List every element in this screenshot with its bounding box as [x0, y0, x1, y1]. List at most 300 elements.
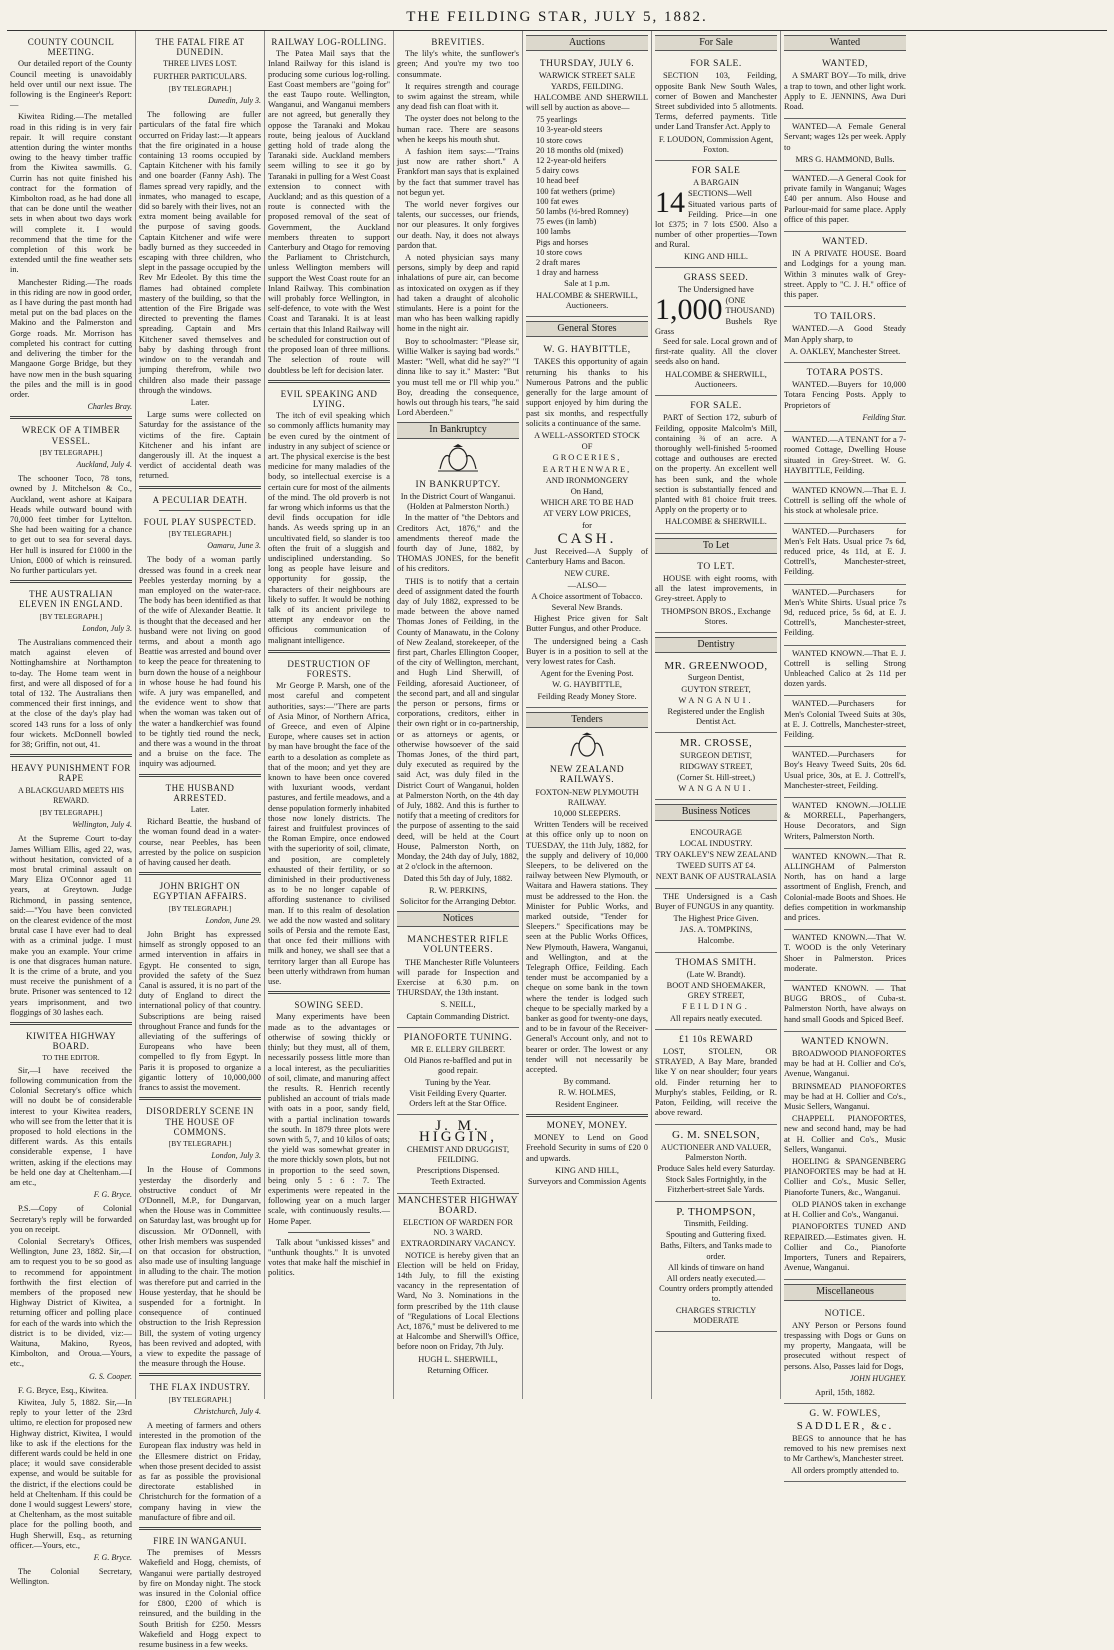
section-header: In Bankruptcy — [397, 422, 519, 438]
royal-crest-icon — [526, 732, 648, 761]
wanted-ad — [784, 646, 906, 697]
subheadline: THREE LIVES LOST. — [163, 59, 237, 69]
headline: HEAVY PUNISHMENT FOR RAPE — [11, 763, 131, 784]
wanted-ad — [784, 171, 906, 232]
auction-item: 10 head beef — [536, 176, 579, 186]
ad-title: GRASS SEED. — [683, 272, 749, 283]
headline: COUNTY COUNCIL MEETING. — [27, 37, 115, 58]
ad-title: SADDLER, &c. — [796, 1420, 894, 1433]
paragraph: WANTED KNOWN.—That E. J. Cottrell is selling Strong Unbleached Calico at 2s 11d per dozen yards. — [784, 648, 906, 689]
auction-item: 75 ewes (in lamb) — [536, 217, 597, 227]
paragraph: HOELING & SPANGENBERG PIANOFORTES may be had at H. Collier and Co's., Music Seller, Pianoforte Tuners, &c., Wanganui. — [784, 1157, 906, 1197]
auction-items-list — [526, 115, 648, 278]
ad-title: PIANOFORTE TUNING. — [403, 1032, 513, 1043]
auction-item: 100 lambs — [536, 227, 571, 237]
paragraph: MONEY to Lend on Good Freehold Security in sums of £20 0 and upwards. — [526, 1133, 648, 1163]
newspaper-page — [7, 4, 1107, 1650]
big-number: 1,000 — [655, 293, 723, 327]
ad-line: (Corner St. Hill-street,) — [676, 772, 756, 782]
paragraph: Many experiments have been made as to the advantages or otherwise of sowing thickly or thinly; but they must, all of them, necessarily possess little more than a local interest, as the peculiarities of soil, climate, and manuring affect the results. R. Henrich recently published an account of trials made with oats in a poor, sandy field, with a partial inclination towards the south. In 1879 three plots were sown with 5, 7, and 10 kilos of oats; the yield was somewhat greater in the more thickly sown plots, but not in proportion to the seed sown, being only 5 : 6 : 7. The experiments were repeated in the following year on a much larger scale, with continuously results.—Home Paper. — [268, 1012, 390, 1226]
paragraph: BROADWOOD PIANOFORTES may be had at H. Collier and Co's, Avenue, Wanganui. — [784, 1049, 906, 1079]
ad-line: All orders promptly attended to. — [791, 1466, 899, 1476]
paragraph: In the House of Commons yesterday the disorderly and obstructive conduct of Mr O'Donnell, M.P., for Dungarvan, when the House was in Committee on Saturday last, was brought up for discussion. Mr O'Donnell, with other Irish members was suspended on that occasion for obstruction, also made use of insulting language in alluding to the chair. The motion was therefore put and carried in the House yesterday, that he should be suspended for a fortnight. In consequence of continued obstruction to the Irish Repression Bill, the system of voting urgency has been revived and adopted, with a view to expedite the passage of the measure through the House. — [139, 1165, 261, 1369]
headline: DESTRUCTION OF FORESTS. — [287, 658, 371, 679]
section-header: To Let — [655, 538, 777, 554]
signature: S. NEILL, — [440, 1000, 476, 1010]
paragraph: WANTED KNOWN.—That W. T. WOOD is the only Veterinary Shoer in Palmerston. Prices moderate. — [784, 933, 906, 973]
signature: Returning Officer. — [427, 1365, 489, 1375]
column-2 — [136, 31, 265, 1650]
royal-crest-icon — [397, 443, 519, 476]
signature: F. LOUDON, Commission Agent, Foxton. — [658, 134, 774, 154]
wanted-ad — [784, 524, 906, 585]
section-header: Business Notices — [655, 804, 777, 820]
section-header: Dentistry — [655, 637, 777, 653]
divider — [139, 872, 261, 875]
paragraph: WANTED KNOWN.—That R. ALLINGHAM of Palmerston North, has on hand a large assortment of English, French, and Colonial-made Boots and Shoes. He defies competition in workmanship and prices. — [784, 851, 906, 923]
paragraph: WANTED.—A Good Steady Man Apply sharp, to — [784, 324, 906, 344]
headline: THE FLAX INDUSTRY. — [149, 1382, 251, 1393]
divider — [139, 1097, 261, 1100]
telegraph-line: [BY TELEGRAPH.] — [168, 903, 232, 913]
auction-item: Pigs and horses — [536, 237, 589, 247]
ad-title: TOTARA POSTS. — [806, 368, 884, 379]
ad-line: SURGEON DETIST, — [680, 750, 752, 760]
paragraph: Seed for sale. Local grown and of first-rate quality. All the clover seeds also on hand. — [655, 337, 777, 367]
signature: HUGH L. SHERWILL, — [418, 1354, 498, 1364]
grass-seed-ad — [655, 268, 777, 396]
section-header: For Sale — [655, 35, 777, 51]
subheadline: Later. — [190, 397, 210, 407]
wanted-ad — [784, 585, 906, 646]
ad-line: OF — [581, 442, 593, 452]
auction-item: 50 lambs (½-bred Romney) — [536, 207, 629, 217]
wanted-ad — [784, 696, 906, 747]
bootmaker-ad — [655, 953, 777, 1030]
divider — [10, 416, 132, 419]
paragraph: Large sums were collected on Saturday for the assistance of the victims of the fire. Captain Kitchener and his infant are dangerously ill. At the inquest a verdict of accidental death was returned. — [139, 410, 261, 481]
divider — [268, 650, 390, 653]
paragraph: SECTIONS—Well Situated various parts of Feilding. Price—in one lot £375; in 7 lots £500. Also a number of other properties—Town and Rural. — [655, 189, 777, 250]
dentist-ad — [655, 733, 777, 800]
ad-line: (ONE THOUSAND) Bushels Rye Grass — [655, 296, 777, 336]
for-sale-ad — [655, 161, 777, 268]
headline: FOUL PLAY SUSPECTED. — [143, 516, 257, 527]
signature: KING AND HILL, — [555, 1165, 619, 1175]
signature: Halcombe. — [697, 936, 735, 946]
dentist-ad — [655, 656, 777, 733]
piano-ad — [784, 1032, 906, 1280]
ad-line: A WELL-ASSORTED STOCK — [534, 430, 640, 440]
paragraph: The body of a woman partly dressed was found in a creek near Peebles yesterday morning by a man employed on the water-race. The body has been identified as that of the wife of Alexander Beattie. It is thought that the deceased and her husband were not living on good terms, and about a month ago Beattie was arrested and bound over to keep the peace for threatening to burn down the house of a neighbour in whose house he had found his wife. A jury was empanelled, and the evidence went to show that when the woman was taken out of the water a handkerchief was found to be tightly tied round the neck, and there was a wound in the throat and a bruise on the face. The inquiry was adjourned. — [139, 555, 261, 769]
headline: THE AUSTRALIAN ELEVEN IN ENGLAND. — [19, 589, 123, 610]
telegraph-line: [BY TELEGRAPH.] — [39, 808, 103, 818]
paragraph: WANTED.—Purchasers for Men's White Shirts. Usual price 7s 9d, reduced price, 5s 6d, at E. J. Cottrell's, Manchester-street, Feilding. — [784, 587, 906, 638]
paragraph: In the matter of "the Debtors and Creditors Act, 1876," and the amendments thereof made the fourth day of June, 1882, by THOMAS JONES, for the benefit of his creditors. — [397, 513, 519, 574]
auction-item: 10 store cows — [536, 247, 583, 257]
ad-title: NOTICE. — [824, 1308, 866, 1319]
ad-line: ENCOURAGE — [690, 827, 742, 837]
ad-title: TO LET. — [697, 561, 735, 572]
divider — [10, 1022, 132, 1025]
signature: F. G. Bryce. — [93, 1553, 132, 1563]
auction-item: 2 draft mares — [536, 258, 581, 268]
auction-item: 1 dray and harness — [536, 268, 599, 278]
paragraph: THIS is to notify that a certain deed of assignment dated the fourth day of July 1882, expressed to be made between the above named Thomas Jones of Feilding, in the County of Manawatu, in the Colony of New Zealand, storekeeper, of the first part, Charles Ellington Cooper, of the city of Wellington, merchant, and Hugh Lind Sherwill, of Feilding, aforesaid Auctioneer, of the second part, and all and singular the person or persons, firms or corporations, creditors, either in their own right or in co-partnership, or as attorneys or agents, or otherwise howsoever of the said Thomas Jones, of the third part, duly executed as required by the said Act, was duly filed in the District Court of Wanganui, holden at Palmerston North, on the 4th day of July, 1882. And this is further to notify that a meeting of creditors for the purpose of assenting to the said deed, will be held at the Court House, Palmerston North, on Monday, the 24th day of July, 1882, at 2 o'clock in the afternoon. — [397, 576, 519, 872]
paragraph: HALCOMBE AND SHERWILL will sell by auction as above— — [526, 92, 648, 113]
headline: FIRE IN WANGANUI. — [153, 1536, 247, 1547]
divider — [268, 991, 390, 994]
paragraph: Boy to schoolmaster: "Please sir, Willie Walker is saying bad words." Master: "Well, what did he say?" "I dinna like to say it." Master: "But you must tell me or I'll whip you." Boy, dreading the consequence, howls out through his tears, "he said Lord Aberdeen." — [397, 336, 519, 418]
wanted-ad — [784, 930, 906, 981]
paragraph: WANTED.—Purchasers for Men's Felt Hats. Usual price 7s 6d, reduced price, 4s 11d, at E. J. Cottrell's, Manchester-street, Feilding. — [784, 526, 906, 577]
dateline: Auckland, July 4. — [76, 459, 132, 469]
signature: Feilding Star. — [862, 412, 906, 422]
auction-item: 5 dairy cows — [536, 166, 579, 176]
auction-item: 10 store cows — [536, 135, 583, 145]
ad-line: MR E. ELLERY GILBERT. — [410, 1045, 506, 1055]
paragraph: The world never forgives our talents, our successes, our friends, nor our pleasures. It only forgives our death. Nay, it does not always pardon that. — [397, 200, 519, 250]
signature: THOMPSON BROS., Exchange Stores. — [661, 606, 771, 626]
dateline: London, June 29. — [205, 915, 261, 925]
paragraph: John Bright has expressed himself as strongly opposed to an armed intervention in affairs in Egypt. He consented to sign, provided the safety of the Suez Canal is assured, it is no part of the duty of England to direct the international policy of that country. Subscriptions are being raised throughout France and funds for the alleviating of the sufferings of Europeans who have been compelled to fly from Egypt. In Paris it is proposed to organize a gigantic lottery of 10,000,000 francs to assist the movement. — [139, 930, 261, 1093]
paragraph: Kiwitea, July 5, 1882. Sir,—In reply to your letter of the 23rd ultimo, re election for proposed new Highway district, Kiwitea, I would like to ask if the elections for the different wards could be held in one place; it would save considerable expense, and would be suitable for the district, if the elections could be held at Cheltenham. If this could be done I would suggest Lewers' store, at Cheltenham, as the most suitable place for the polling booth, and Hugh Sherwill, Esq., as returning officer.—Yours, etc., — [10, 1397, 132, 1550]
ad-title: IN BANKRUPTCY. — [415, 479, 501, 490]
ad-title: FOR SALE. — [690, 401, 742, 412]
signature: JAS. A. TOMPKINS, — [679, 925, 753, 935]
ad-line: Agent for the Evening Post. — [540, 669, 634, 679]
divider — [139, 1527, 261, 1530]
paragraph: The Australians commenced their match against eleven of Nottinghamshire at Northampton to-day. The Home team went in first, and were all disposed of for a total of 132. The Australians then commenced their first innings, and at the close of the day's play had scored 143 runs for a loss of only four wickets. McDonnell bowled for 38; Griffin, not out, 41. — [10, 637, 132, 749]
signature: HALCOMBE & SHERWILL, Auctioneers. — [536, 290, 638, 310]
ad-line: Teeth Extracted. — [430, 1177, 486, 1187]
chemist-ad — [397, 1115, 519, 1193]
ad-line: WHICH ARE TO BE HAD — [540, 498, 634, 508]
section-header: Wanted — [784, 35, 906, 51]
auction-ad — [526, 54, 648, 317]
paragraph: Just Received—A Supply of Canterbury Hams and Bacon. — [526, 546, 648, 567]
big-number: 14 — [655, 186, 685, 220]
paragraph: Written Tenders will be received at this office only up to noon on TUESDAY, the 11th July, 1882, for the supply and delivery of 10,000 Sleepers, to be delivered on the railway between New Plymouth, or Waitara and Hawera stations. They must be addressed to the Hon. the Minister for Public Works, and marked outside, "Tender for Sleepers." Specifications may be seen at the Public Works Offices, New Plymouth, Hawera, Wanganui, and Wellington, and at the Telegraph Office, Feilding. Each tender must be accompanied by a cheque on some bank in the town where the tender is lodged such cheque to be specially marked by a banker as good for twenty-one days, and to be in favour of the Receiver-General's Account only, and not to bearer or order. The lowest or any tender will not necessarily be accepted. — [526, 820, 648, 1075]
paragraph: The schooner Toco, 78 tons, owned by J. Mitchelson & Co., Auckland, went ashore at Kaipara Heads while outward bound with 70,000 feet timber for Lyttelton. She had been waiting for a chance to get out to sea for several days. Her hull is insured for £1000 in the Union, £000 of which is reinsured. No further particulars yet. — [10, 474, 132, 575]
ad-title: MONEY, MONEY. — [546, 1120, 628, 1131]
signature: Surveyors and Commission Agents — [528, 1176, 646, 1186]
paragraph: HOUSE with eight rooms, with all the latest improvements, in Grey-street. Apply to — [655, 573, 777, 604]
notice-ad — [397, 930, 519, 1028]
ad-line: EARTHENWARE, — [542, 464, 632, 474]
reward-ad — [655, 1030, 777, 1126]
ad-line: LOCAL INDUSTRY. — [679, 838, 753, 848]
paragraph: Sir,—I have received the following communication from the Colonial Secretary's office which will no doubt be of considerable interest to your Kiwitea readers, who will see from the letter that it is proposed to hold elections in the different wards. As this entails considerable expense, I have written, asking if the elections may be held one day at Cheltenham.—I am etc., — [10, 1065, 132, 1187]
headline: SOWING SEED. — [294, 1000, 364, 1011]
headline: THE FATAL FIRE AT DUNEDIN. — [155, 37, 245, 58]
paragraph: LOST, STOLEN, OR STRAYED, A Bay Mare, branded like Y on near shoulder; four years old. Finder returning her to Murphy's stables, Feilding, or R. Paton, Feilding, will receive the above reward. — [655, 1047, 777, 1118]
ad-line: FOXTON-NEW PLYMOUTH RAILWAY. — [535, 787, 639, 807]
general-store-ad — [526, 340, 648, 708]
ad-title: MR. CROSSE, — [679, 737, 753, 750]
paragraph: The Patea Mail says that the Inland Railway for this island is producing some curious log-rolling. East Coast members are "going for" the east Taupo route. Wellington, Wanganui, and Wanganui members are not agreed, but generally they oppose the Taranaki and Mokau route, being jealous of Auckland getting hold of trade along the Taranaki side. Auckland members seem willing to see it go by Taranaki in pulling for a West Coast extension to connect with Auckland; and as this question of a route is connected with the proposed removal of the seat of Government, the Auckland members threaten to support Canterbury and Otago for removing the Parliament to Christchurch, unless Wellington members will support the West Coast route for an Inland Railway. This combination will probably force Wellington, in self-defence, to vote with the West Coast and Taranaki. It is at least certain that this Inland Railway will be scheduled for construction out of the proposed loan of three millions. The selection of route will doubtless be left for decision later. — [268, 49, 390, 375]
column-1 — [7, 31, 136, 1587]
ad-line: NEW CURE. — [564, 569, 610, 579]
signature: A. OAKLEY, Manchester Street. — [789, 346, 901, 356]
signature: JOHN HUGHEY. — [849, 1373, 906, 1383]
divider — [288, 1232, 370, 1233]
ad-title: P. THOMPSON, — [676, 1205, 756, 1218]
ad-line: All repairs neatly executed. — [669, 1013, 763, 1023]
paragraph: The Colonial Secretary, Wellington. — [10, 1567, 132, 1587]
paragraph: Our detailed report of the County Council meeting is unavoidably held over until our next issue. The following is the Engineer's Report:— — [10, 59, 132, 110]
paragraph: The lily's white, the sunflower's green; And you're my two too consummate. — [397, 49, 519, 79]
wanted-ad — [784, 981, 906, 1032]
ad-title: G. W. FOWLES, — [809, 1409, 881, 1420]
paragraph: SECTION 103, Feilding, opposite Bank New South Wales, corner of Bowen and Manchester Street subdivided into 5 allotments. Terms, deferred payments. Title under Land Transfer Act. Apply to — [655, 71, 777, 132]
for-sale-ad — [655, 54, 777, 161]
divider — [139, 774, 261, 777]
signature: R. W. HOLMES, — [558, 1088, 616, 1098]
paragraph: BEGS to announce that he has removed to his new premises next to Mr Carthew's, Manchester street. — [784, 1433, 906, 1463]
ad-line: Registered under the English Dentist Act. — [667, 706, 765, 727]
paragraph: WANTED KNOWN.—JOLLIE & MORRELL, Paperhangers, House Decorators, and Sign Writers, Palmerston North. — [784, 800, 906, 841]
piano-tuning-ad — [397, 1028, 519, 1115]
ad-line: All kinds of tinware on hand — [667, 1262, 765, 1272]
paragraph: Highest Price given for Salt Butter Fungus, and other Produce. — [526, 614, 648, 634]
subheadline: Later. — [190, 805, 210, 815]
paragraph: Kiwitea Riding.—The metalled road in this riding is in very fair repair. It will require constant attention during the winter months owing to the heavy timber traffic from the Kiwitea sawmills. G. Currin has not quite finished his contract for the formation of Kimbolton road, as he had done all that can be done until the weather sets in when about two days work will complete it. I would recommend that the time for the completion of this work be extended until the fine weather sets in. — [10, 112, 132, 275]
paragraph: WANTED.—A General Cook for private family in Wanganui; Wages £40 per annum. Also House and Parlour-maid for same place. Apply office of this paper. — [784, 174, 906, 224]
ad-title: MANCHESTER HIGHWAY BOARD. — [397, 1195, 519, 1216]
wanted-ad — [784, 483, 906, 524]
auction-item: 20 18 months old (mixed) — [536, 145, 624, 155]
paragraph: CHAPPELL PIANOFORTES, new and second hand, may be had at H. Collier and Co's., Music Sellers, Wanganui. — [784, 1114, 906, 1154]
masthead: THE FEILDING STAR, JULY 5, 1882. — [7, 4, 1107, 31]
dateline: London, July 3. — [211, 1151, 261, 1161]
paragraph: A noted physician says many persons, simply by deep and rapid inhalations of pure air, can become as intoxicated on oxygen as if they had taken a draught of alcoholic stimulants. Here is a point for the man who has been walking rapidly home in the night air. — [397, 253, 519, 334]
divider — [139, 486, 261, 489]
paragraph: Talk about "unkissed kisses" and "unthunk thoughts." It is unvoted votes that make half the mischief in politics. — [268, 1237, 390, 1278]
ad-line: CHARGES STRICTLY MODERATE — [675, 1305, 757, 1325]
ad-line: Dated this 5th day of July, 1882. — [403, 874, 513, 884]
ad-line: CHEMIST AND DRUGGIST, FEILDING. — [406, 1144, 510, 1164]
headline: JOHN BRIGHT ON EGYPTIAN AFFAIRS. — [153, 881, 247, 902]
wanted-ad — [784, 307, 906, 363]
telegraph-line: [BY TELEGRAPH.] — [168, 1394, 232, 1404]
paragraph: The premises of Messrs Wakefield and Hogg, chemists, of Wanganui were partially destroyed by fire on Monday night. The stock was insured in the Colonial office for £800, £200 of which is reinsured, and the building in the South British for £250. Messrs Wakefield and Hogg expect to resume business in a few weeks. — [139, 1548, 261, 1650]
wanted-ad — [784, 849, 906, 930]
column-5 — [523, 31, 652, 1399]
paragraph: WANTED.—Purchasers for Men's Colonial Tweed Suits at 30s, at E. J. Cottrells, Manchester-street, Feilding. — [784, 699, 906, 739]
paragraph: TAKES this opportunity of again returning his thanks to his Numerous Patrons and the public generally for the large amount of support enjoyed by him during the past six months, and respectfully solicits a continuance of the same. — [526, 357, 648, 428]
signature: Resident Engineer. — [555, 1099, 619, 1109]
ad-line: On Hand, — [570, 486, 604, 496]
paragraph: WANTED KNOWN. — That BUGG BROS., of Cuba-st. Palmerston North, have always on hand small Goods and Spiced Beef. — [784, 984, 906, 1024]
ad-line: Spouting and Guttering fixed. — [665, 1230, 767, 1240]
paragraph: Richard Beattie, the husband of the woman found dead in a water-course, near Peebles, has been arrested by the police on suspicion of having caused her death. — [139, 817, 261, 868]
column-4 — [394, 31, 523, 1399]
wanted-ad — [784, 232, 906, 307]
dateline: London, July 3. — [82, 623, 132, 633]
headline: RAILWAY LOG-ROLLING. — [271, 37, 387, 47]
paragraph: Colonial Secretary's Offices, Wellington, June 23, 1882. Sir,—I am to request you to be so good as to recommend for appointment forthwith the first election of members of the proposed new Highway District of Kiwitea, a returning officer and polling place for each of the wards into which the district is to be divided, viz:—Waituna, Makino, Ryeos, Kimbolton, and Oroua.—Yours, etc., — [10, 1236, 132, 1369]
ad-title: WANTED. — [822, 237, 868, 248]
auction-item: 75 yearlings — [536, 115, 578, 125]
paragraph: A meeting of farmers and others interested in the promotion of the European flax industry was held in the Ellesmere district on Friday, when those present decided to assist as far as possible the provisional directorate established in Christchurch for the formation of a company having in view the manufacture of fibre and oil. — [139, 1420, 261, 1522]
paragraph: THE Undersigned is a Cash Buyer of FUNGUS in any quantity. — [655, 891, 777, 911]
ad-line: Surgeon Dentist, — [687, 673, 745, 683]
paragraph: BRINSMEAD PIANOFORTES may be had at H. Collier and Co's., Music Sellers, Wanganui. — [784, 1081, 906, 1112]
ad-line: AT VERY LOW PRICES, — [543, 509, 631, 519]
paragraph: WANTED.—Purchasers for Boy's Heavy Tweed Suits, 20s 6d. Usual price, 30s, at E. J. Cottrell's, Manchester-street, Feilding. — [784, 750, 906, 790]
ad-line: WANGANUI. — [678, 784, 754, 794]
tinsmith-ad — [655, 1202, 777, 1332]
ad-line: (Late W. Brandt). — [686, 969, 746, 979]
headline: WRECK OF A TIMBER VESSEL. — [21, 425, 121, 446]
subheadline: A BLACKGUARD MEETS HIS REWARD. — [17, 785, 124, 805]
ad-line: —ALSO— — [567, 580, 607, 590]
paragraph: At the Supreme Court to-day James William Ellis, aged 22, was, without hesitation, convicted of a most brutal criminal assault on Mary Eliza O'Connor aged 11 years, at Greytown. Judge Richmond, in passing sentence, said:—"You have been convicted on the clearest evidence of the most brutal case I have ever had to deal with as a criminal judge. I must make you an example. Your crime is one that disgraces human nature. It is the crime of a brute, and you must receive the punishment of a brute. Prisoner was sentenced to 12 years imprisonment, and two floggings of 30 lashes each. — [10, 834, 132, 1017]
ad-line: GUYTON STREET, — [681, 684, 751, 694]
ad-line: EXTRAORDINARY VACANCY. — [400, 1239, 516, 1249]
signature: Charles Bray. — [87, 402, 132, 412]
notice-ad — [784, 1304, 906, 1405]
auction-item: 10 3-year-old steers — [536, 125, 603, 135]
for-sale-ad — [655, 396, 777, 533]
signature: HALCOMBE & SHERWILL. — [665, 517, 767, 527]
dateline: Dunedin, July 3. — [208, 96, 261, 106]
ad-line: In the District Court of Wanganui. (Holden at Palmerston North.) — [400, 491, 516, 512]
wanted-ad — [784, 363, 906, 432]
dateline: Wellington, July 4. — [72, 820, 132, 830]
paragraph: IN A PRIVATE HOUSE. Board and Lodgings for a young man. Within 3 minutes walk of Grey-street. Apply to "C. J. H." office of this paper. — [784, 249, 906, 300]
headline: BREVITIES. — [431, 37, 485, 47]
ad-line: Baths, Filters, and Tanks made to order. — [660, 1241, 772, 1261]
ad-title: NEW ZEALAND RAILWAYS. — [549, 765, 625, 786]
paragraph: PIANOFORTES TUNED AND REPAIRED.—Estimates given. H. Collier and Co., Pianoforte Importers, Tuners and Repairers, Avenue, Wanganui. — [784, 1222, 906, 1273]
ad-line: Old Pianos re-baffled and put in good repair. — [404, 1056, 512, 1076]
ad-title: THOMAS SMITH. — [675, 957, 757, 968]
telegraph-line: [BY TELEGRAPH.] — [168, 83, 232, 93]
paragraph: A fashion item says:—"Trains just now are rather short." A Frankfort man says that is explained by the fact that summer travel has not begun yet. — [397, 147, 519, 197]
headline: KIWITEA HIGHWAY BOARD. — [26, 1031, 116, 1052]
signature: W. G. HAYBITTLE, — [552, 680, 622, 690]
ad-title: WANTED KNOWN. — [801, 1036, 889, 1047]
auctioneer-ad — [655, 1125, 777, 1201]
section-header: Miscellaneous — [784, 1284, 906, 1300]
telegraph-line: [BY TELEGRAPH.] — [39, 447, 103, 457]
ad-line: The Highest Price Given. — [673, 914, 759, 924]
paragraph: WANTED.—Buyers for 10,000 Totara Fencing Posts. Apply to Proprietors of — [784, 380, 906, 410]
business-notice-ad — [655, 824, 777, 889]
section-header: Tenders — [526, 712, 648, 728]
signature: KING AND HILL. — [684, 251, 748, 261]
ad-line: Tuning by the Year. — [425, 1077, 491, 1087]
ad-line: A BARGAIN — [693, 178, 739, 188]
paragraph: A SMART BOY—To milk, drive a trap to town, and other light work. Apply to E. JENNINS, Awa Duri Road. — [784, 71, 906, 112]
paragraph: Mr George P. Marsh, one of the most careful and competent authorities, says:—"There are parts of Asia Minor, of Northern Africa, of Greece, and even of Alpine Europe, where causes set in action by man have brought the face of the earth to a desolation as complete as that of the moon; and yet they are known to have been once covered with luxuriant woods, verdant pastures, and fertile meadows, and a dense population formerly inhabited those now lonely districts. The fairest and fruitfulest provinces of the Roman Empire, once endowed with the superiority of soil, climate, and position, are completely exhausted of their fertility, or so diminished in their productiveness as to be no longer capable of affording sustenance to civilised man. If to this realm of desolation we add the now wasted and solitary soils of Persia and the remote East, that once fed their millions with milk and honey, we shall see that a territory larger than all Europe has been utterly withdrawn from human use. — [268, 681, 390, 987]
ad-line: All orders neatly executed.—Country orders promptly attended to. — [659, 1273, 773, 1304]
paragraph: THE Manchester Rifle Volunteers will parade for Inspection and Exercise at 6.30 p.m. on THURSDAY, the 13th instant. — [397, 957, 519, 998]
ad-line: TRY OAKLEY'S NEW ZEALAND — [655, 850, 777, 859]
auction-item: 100 fat ewes — [536, 196, 579, 206]
ad-line: 10,000 SLEEPERS. — [553, 809, 621, 818]
column-6 — [652, 31, 781, 1399]
signature: Feilding Ready Money Store. — [537, 691, 637, 701]
divider — [139, 1373, 261, 1376]
ad-line: Visit Feilding Every Quarter. Orders left at the Star Office. — [409, 1088, 507, 1109]
signature: G. S. Cooper. — [89, 1371, 132, 1381]
telegraph-line: [BY TELEGRAPH.] — [39, 611, 103, 621]
paragraph: The undersigned being a Cash Buyer is in a position to sell at the very lowest rates for Cash. — [526, 636, 648, 666]
paragraph: The oyster does not belong to the human race. There are seasons when he keeps his mouth shut. — [397, 114, 519, 144]
section-header: Auctions — [526, 35, 648, 51]
ad-line: CASH. — [557, 530, 617, 547]
paragraph: ANY Person or Persons found trespassing with Dogs or Guns on my property, Mangaata, will be prosecuted without respect of persons. Also, Passes laid for Dogs, — [784, 1320, 906, 1371]
ad-line: WARWICK STREET SALE YARDS, FEILDING. — [538, 71, 636, 91]
paragraph: P.S.—Copy of Colonial Secretary's reply will be forwarded you on receipt. — [10, 1204, 132, 1234]
headline: A PECULIAR DEATH. — [152, 494, 248, 505]
divider — [268, 380, 390, 383]
ad-line: Produce Sales held every Saturday. — [657, 1164, 775, 1174]
ad-title: FOR SALE — [691, 166, 741, 177]
signature: F. G. Bryce. — [93, 1190, 132, 1200]
ad-line: RIDGWAY STREET, — [679, 761, 753, 771]
headline: THE HUSBAND ARRESTED. — [165, 782, 235, 803]
ad-line: NEXT BANK OF AUSTRALASIA — [655, 872, 777, 882]
signature: MRS G. HAMMOND, Bulls. — [795, 154, 895, 164]
signature: R. W. PERKINS, — [429, 885, 487, 895]
signature: Solicitor for the Arranging Debtor. — [399, 896, 517, 906]
ad-line: FEILDING. — [682, 1002, 750, 1012]
ad-line: for — [582, 520, 592, 530]
ad-line: AUCTIONEER AND VALUER, Palmerston North. — [660, 1142, 772, 1162]
subheadline: TO THE EDITOR. — [42, 1053, 100, 1063]
paragraph: Manchester Riding.—The roads in this riding are now in good order, as I have during the past month had metal put on the bad places on the Makino and the Palmerston and Gorge roads. Mr. Morrison has completed his contract for cutting and delivering the timber for the Mangaone Gorge Bridge, but they have now men in the bush squaring the piles and the mill is in good order. — [10, 277, 132, 399]
divider — [159, 510, 241, 511]
headline: EVIL SPEAKING AND LYING. — [280, 388, 378, 409]
divider — [10, 754, 132, 757]
section-header: General Stores — [526, 321, 648, 337]
ad-line: BOOT AND SHOEMAKER, GREY STREET, — [666, 981, 766, 1001]
wanted-ad — [784, 54, 906, 119]
signature: Captain Commanding District. — [406, 1011, 510, 1021]
paragraph: F. G. Bryce, Esq., Kiwitea. — [18, 1385, 109, 1395]
paragraph: The itch of evil speaking which so commonly afflicts humanity may be even cured by the ointment of industry in any subject of science or art. The physical exercise is the best medicine for many maladies of the body, so intellectual exercise is a certain cure for most of the ailments of the mind. The old proverb is not far wrong which informs us that the devil finds occupation for idle hands. As weeds spring up in an uncultivated field, so slander is too often the fruit of a sluggish and undisciplined understanding. So long as people have leisure and opportunity for gossip, the characters of their neighbours are likely to suffer. It would be nothing talk of its ancient privilege to attempt any endeavor on the officious communication of malignant intelligence. — [268, 411, 390, 645]
divider — [10, 580, 132, 583]
divider — [526, 1114, 648, 1117]
ad-line: By command. — [563, 1077, 611, 1087]
ad-title: G. M. SNELSON, — [672, 1129, 760, 1142]
headline: DISORDERLY SCENE IN THE HOUSE OF COMMONS. — [146, 1106, 254, 1137]
auction-item: 12 2-year-old heifers — [536, 156, 607, 166]
ad-line: Prescriptions Dispensed. — [416, 1166, 500, 1176]
column-7 — [781, 31, 909, 1476]
telegraph-line: [BY TELEGRAPH.] — [168, 1138, 232, 1148]
paragraph: The following are fuller particulars of the fatal fire which occurred on Friday last:—It appears that the fire originated in a house containing 13 rooms occupied by Captain Kitchener with his family and one boarder (Fanny Ash). The flames spread very rapidly, and the inmates, who managed to escape, did so barely with their lives, not an extra moment being available for the purpose of saving goods. Captain Kitchener and wife were badly burned as they succeeded in escaping with three children, who slept in the passage occupied by the Rev Mr Edeolet. By this time the flames had obtained complete mastery of the building, so that the attention of the Fire Brigade was directed to preventing the flames spreading. Captain and Mrs Kitchener saved themselves and baby by dashing through front window on to the verandah and jumping therefrom, while two children also made their passage through the windows. — [139, 110, 261, 395]
ad-line: The Undersigned have — [678, 285, 754, 295]
paragraph: WANTED.—A TENANT for a 7-roomed Cottage, Dwelling House situated in Grey-Street. W. G. HAYBITTLE, Feilding. — [784, 435, 906, 475]
ad-title: J. M. HIGGIN, — [418, 1118, 498, 1145]
dateline: Christchurch, July 4. — [193, 1406, 261, 1416]
wanted-ad — [784, 747, 906, 798]
paragraph: PART of Section 172, suburb of Feilding, opposite Malcolm's Mill, containing ¾ of an acre. A thoroughly well-finished 5-roomed cottage and outhouses are erected on the property. An excellent well has been sunk, and the whole section is substantially fenced and planted with 81 choice fruit trees. Apply on the property or to — [655, 413, 777, 515]
ad-line: Stock Sales Fortnightly, in the Fitzherbert-street Sale Yards. — [665, 1175, 767, 1195]
ad-title: MR. GREENWOOD, — [664, 660, 768, 673]
telegraph-line: [BY TELEGRAPH.] — [168, 528, 232, 538]
ad-line: TWEED SUITS AT £4. — [676, 861, 756, 871]
paragraph: WANTED KNOWN.—That E. J. Cottrell is selling off the whole of his stock at wholesale price. — [784, 485, 906, 516]
signature: HALCOMBE & SHERWILL, Auctioneers. — [665, 369, 767, 389]
ad-title: MANCHESTER RIFLE VOLUNTEERS. — [407, 935, 509, 956]
paragraph: NOTICE is hereby given that an Election will be held on Friday, 14th July, to fill the existing vacancy in the representation of Ward, No 3. Nominations in the form prescribed by the 11th clause of "Regulations of Local Elections Act, 1876," must be delivered to me at Halcombe and Sherwill's Office, before noon on Friday, 7th July. — [397, 1250, 519, 1352]
